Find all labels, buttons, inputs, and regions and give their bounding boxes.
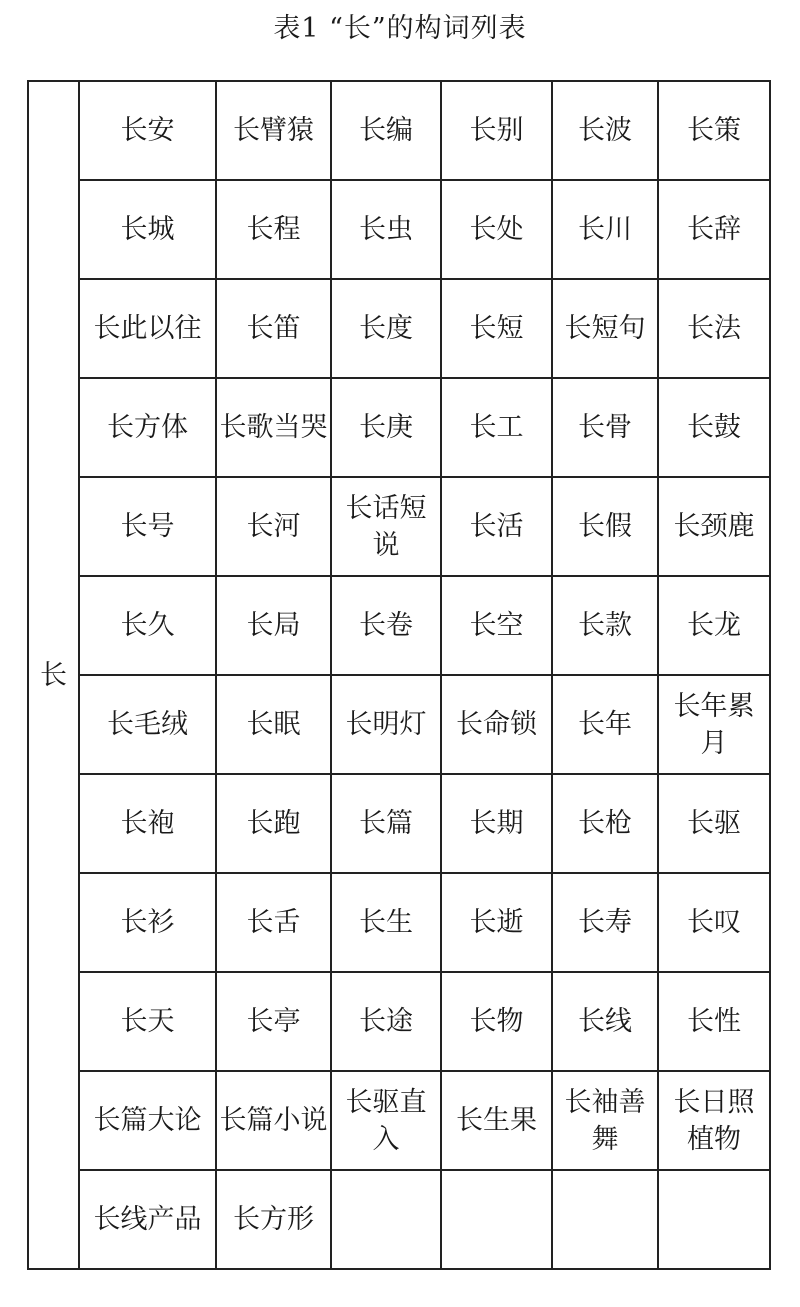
word-cell: 长鼓 [658,378,770,477]
word-cell: 长线 [552,972,658,1071]
word-cell: 长眠 [216,675,331,774]
word-cell: 长物 [441,972,552,1071]
word-cell: 长款 [552,576,658,675]
table-row [28,1170,770,1269]
word-cell: 长别 [441,81,552,180]
word-cell: 长途 [331,972,441,1071]
table-title: 表1 “长”的构词列表 [273,13,527,44]
word-cell: 长跑 [216,774,331,873]
word-cell: 长命锁 [441,675,552,774]
word-cell: 长生 [331,873,441,972]
word-cell: 长舌 [216,873,331,972]
word-cell: 长度 [331,279,441,378]
word-cell: 长此以往 [79,279,216,378]
word-cell: 长波 [552,81,658,180]
word-cell: 长城 [79,180,216,279]
table-row [28,873,770,972]
word-cell: 长辞 [658,180,770,279]
word-cell: 长年累月 [658,675,770,774]
word-cell: 长空 [441,576,552,675]
word-cell: 长假 [552,477,658,576]
word-cell: 长年 [552,675,658,774]
table-row [28,774,770,873]
empty-cell [658,1170,770,1269]
word-cell: 长久 [79,576,216,675]
word-cell: 长逝 [441,873,552,972]
word-cell: 长河 [216,477,331,576]
word-cell: 长袖善舞 [552,1071,658,1170]
word-cell: 长天 [79,972,216,1071]
word-cell: 长川 [552,180,658,279]
word-cell: 长歌当哭 [216,378,331,477]
word-cell: 长驱直入 [331,1071,441,1170]
word-cell: 长叹 [658,873,770,972]
word-table [27,80,771,1270]
word-cell: 长寿 [552,873,658,972]
word-cell: 长衫 [79,873,216,972]
word-cell: 长话短说 [331,477,441,576]
word-cell: 长亭 [216,972,331,1071]
word-cell: 长臂猿 [216,81,331,180]
table-row [28,477,770,576]
table-row [28,81,770,180]
word-cell: 长龙 [658,576,770,675]
word-cell: 长日照植物 [658,1071,770,1170]
word-cell: 长篇大论 [79,1071,216,1170]
word-cell: 长庚 [331,378,441,477]
word-cell: 长笛 [216,279,331,378]
word-cell: 长袍 [79,774,216,873]
word-cell: 长方形 [216,1170,331,1269]
word-cell: 长编 [331,81,441,180]
word-cell: 长毛绒 [79,675,216,774]
table-row [28,1071,770,1170]
word-cell: 长卷 [331,576,441,675]
table-row [28,972,770,1071]
table-row [28,378,770,477]
word-cell: 长处 [441,180,552,279]
word-cell: 长生果 [441,1071,552,1170]
table-row [28,180,770,279]
table-row [28,279,770,378]
word-cell: 长线产品 [79,1170,216,1269]
word-cell: 长工 [441,378,552,477]
empty-cell [441,1170,552,1269]
word-cell: 长策 [658,81,770,180]
word-cell: 长枪 [552,774,658,873]
word-cell: 长虫 [331,180,441,279]
word-cell: 长号 [79,477,216,576]
word-cell: 长安 [79,81,216,180]
word-cell: 长驱 [658,774,770,873]
word-cell: 长方体 [79,378,216,477]
table-row [28,675,770,774]
word-cell: 长活 [441,477,552,576]
word-cell: 长期 [441,774,552,873]
word-cell: 长篇 [331,774,441,873]
word-cell: 长性 [658,972,770,1071]
empty-cell [331,1170,441,1269]
word-table-body [28,81,770,1269]
empty-cell [552,1170,658,1269]
word-cell: 长颈鹿 [658,477,770,576]
word-cell: 长短句 [552,279,658,378]
word-cell: 长程 [216,180,331,279]
word-cell: 长骨 [552,378,658,477]
head-character-cell: 长 [28,81,79,1269]
table-row [28,576,770,675]
word-cell: 长明灯 [331,675,441,774]
word-cell: 长局 [216,576,331,675]
word-cell: 长篇小说 [216,1071,331,1170]
word-cell: 长短 [441,279,552,378]
word-cell: 长法 [658,279,770,378]
